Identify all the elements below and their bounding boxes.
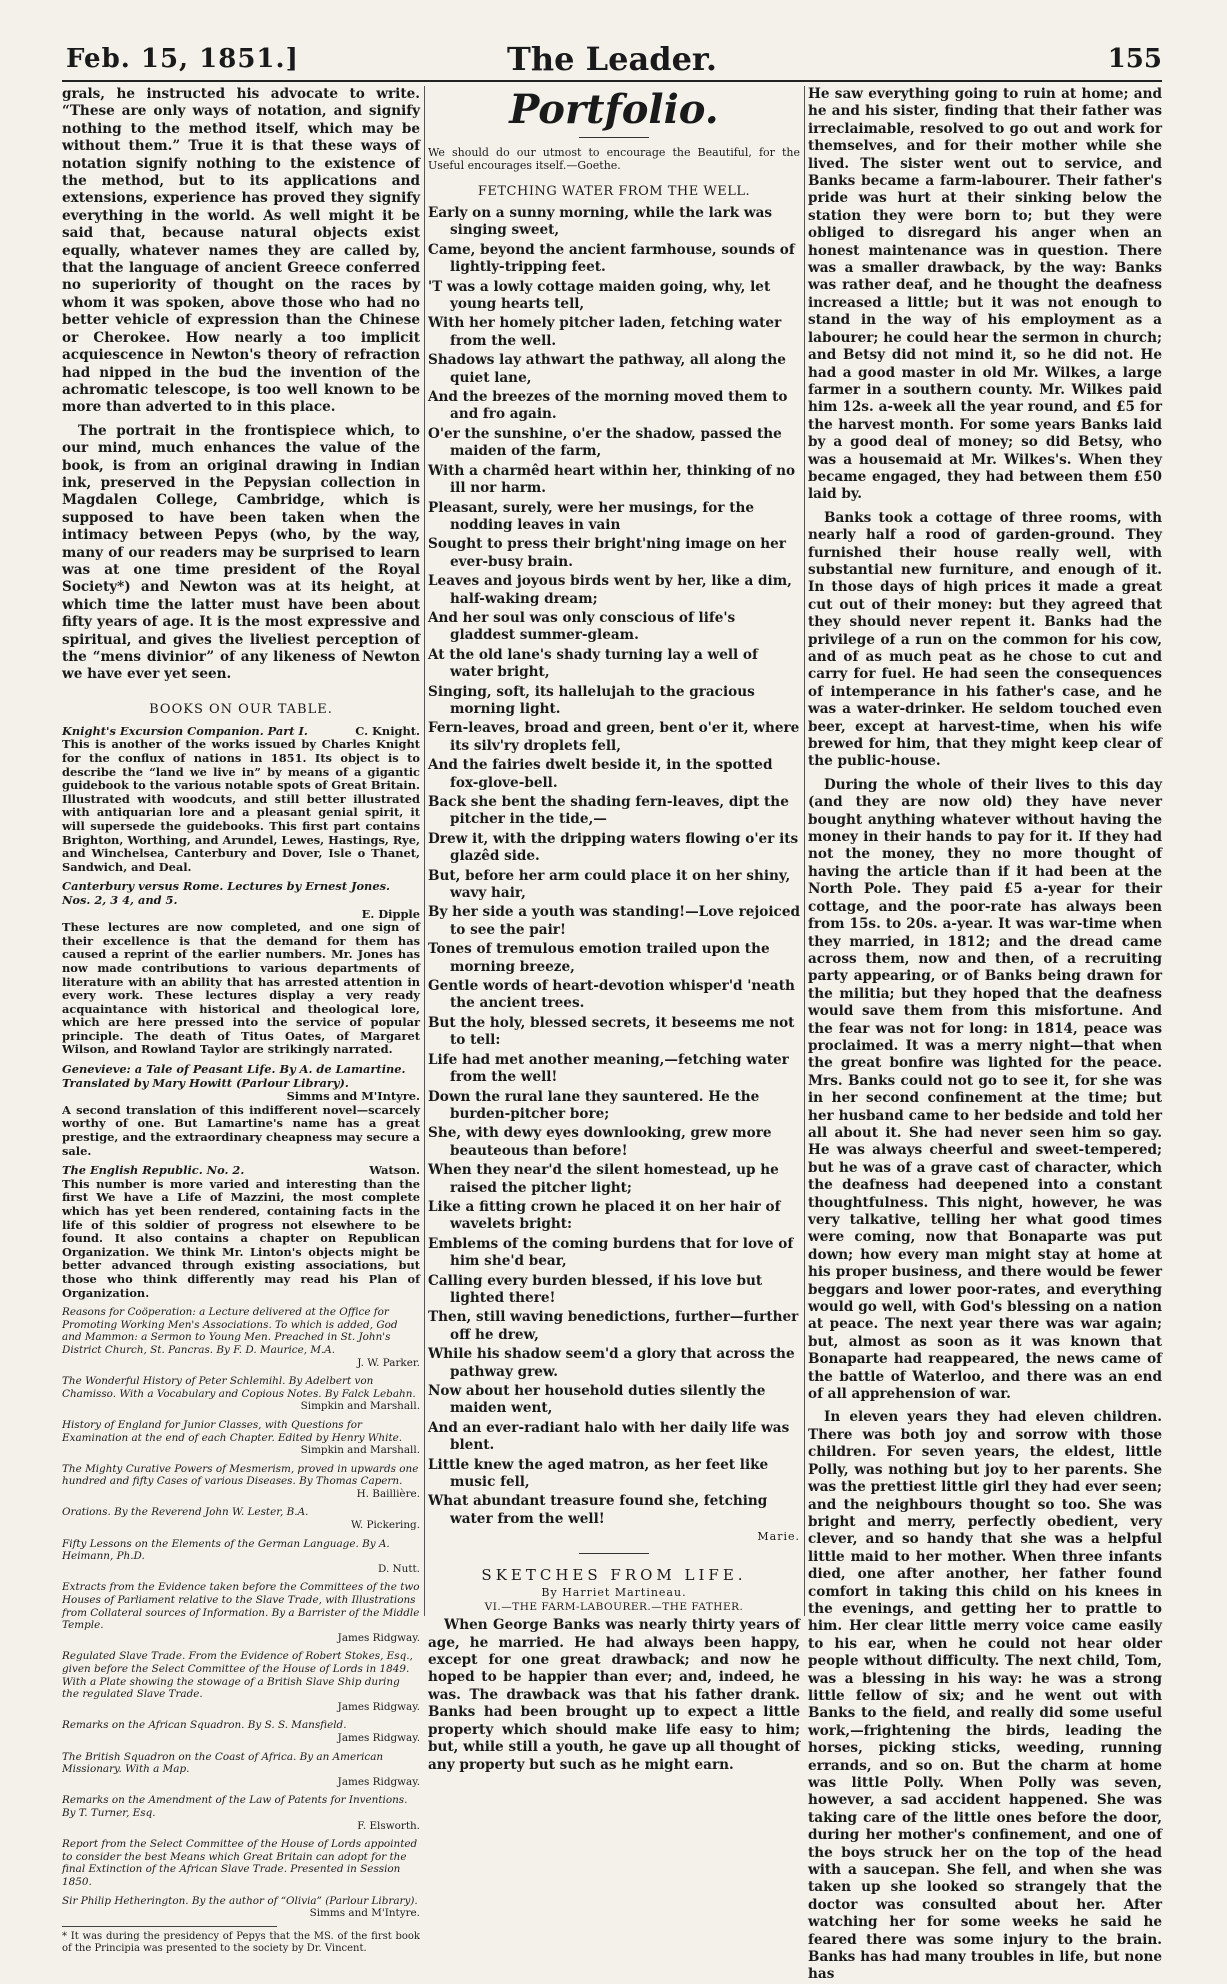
list-item: The Mighty Curative Powers of Mesmerism, proved in upwards one hundred and fifty Cases of various Diseases. By Thomas Capern. H. Baillière. (62, 1462, 420, 1500)
byline: By Harriet Martineau. (541, 1586, 687, 1600)
poem-line: Life had met another meaning,—fetching water from the well! (428, 1051, 789, 1086)
poem-line: Then, still waving benedictions, further—further off he drew, (428, 1309, 799, 1343)
poem-line: And the fairies dwelt beside it, in the spotted fox-glove-bell. (428, 757, 773, 791)
list-item: The British Squadron on the Coast of Africa. By an American Missionary. With a Map. James Ridgway. (62, 1750, 420, 1788)
poem-line: 'T was a lowly cottage maiden going, why, let young hearts tell, (428, 278, 771, 313)
poem-line: Tones of tremulous emotion trailed upon the morning breeze, (428, 941, 770, 975)
review-text: These lectures are now completed, and one sign of their excellence is that the demand for them has caused a reprint of the earlier numbers. Mr. Jones has now made contributions to various departments of literature with an ability that has arrested attention in every work. These lectures display a very ready acquaintance with historical and theological lore, which are here pressed into the service of popular principle. The death of Titus Oates, of Margaret Wilson, and Rowland Taylor are strikingly narrated. (62, 920, 420, 1057)
page-number: 155 (1107, 44, 1162, 74)
section-title: Portfolio. (509, 86, 719, 133)
books-heading: BOOKS ON OUR TABLE. (149, 701, 333, 717)
poem-line: At the old lane's shady turning lay a well of water bright, (428, 646, 758, 681)
poem-line: What abundant treasure found she, fetching water from the well! (428, 1493, 768, 1527)
book-review (62, 1063, 420, 1158)
list-item: Regulated Slave Trade. From the Evidence of Robert Stokes, Esq., given before the Select Committee of the House of Lords in 1849. With a Plate showing the stowage of a British Slave Ship during the regulated Slave Trade. James Ridgway. (62, 1650, 420, 1713)
book-publisher: Simms and M'Intyre. (286, 1089, 420, 1104)
column-left (62, 86, 420, 1954)
poem-signature: Marie. (757, 1530, 800, 1544)
book-title: Genevieve: a Tale of Peasant Life. By A. de Lamartine. Translated by Mary Howitt (Parlour Library). (62, 1062, 406, 1090)
poem-line: Back she bent the shading fern-leaves, dipt the pitcher in the tide,— (428, 794, 789, 828)
poem-line: Now about her household duties silently the maiden went, (428, 1383, 766, 1417)
masthead: The Leader. (507, 40, 717, 78)
column-middle (428, 86, 800, 1773)
title-rule (579, 137, 649, 138)
list-item: History of England for Junior Classes, with Questions for Examination at the end of each Chapter. Edited by Henry White. Simpkin and Marshall. (62, 1418, 420, 1457)
poem-line: Singing, soft, its hallelujah to the gracious morning light. (428, 683, 755, 717)
issue-date: Feb. 15, 1851.] (66, 44, 299, 74)
poem-line: With a charmêd heart within her, thinking of no ill nor harm. (428, 462, 796, 497)
poem-line: Fern-leaves, broad and green, bent o'er it, where its silv'ry droplets fell, (428, 720, 800, 754)
poem-line: O'er the sunshine, o'er the shadow, passed the maiden of the farm, (428, 425, 782, 460)
poem-line: And the breezes of the morning moved them to and fro again. (428, 389, 788, 423)
list-item: Report from the Select Committee of the House of Lords appointed to consider the best Means which Great Britain can adopt for the final Extinction of the African Slave Trade. Presented in Session 1850. (62, 1838, 418, 1888)
list-item: Sir Philip Hetherington. By the author of “Olivia” (Parlour Library). Simms and M'Intyre. (62, 1894, 420, 1920)
poem-line: Came, beyond the ancient farmhouse, sounds of lightly-tripping feet. (428, 241, 795, 276)
list-item: Reasons for Coöperation: a Lecture delivered at the Office for Promoting Working Men's Associations. To which is added, God and Mammon: a Sermon to Young Men. Preached in St. John's District Church, St. Pancras. By F. D. Maurice, M.A. J. W. Parker. (62, 1306, 420, 1369)
chapter-heading: VI.—THE FARM-LABOURER.—THE FATHER. (484, 1601, 744, 1614)
poem-line: Leaves and joyous birds went by her, like a dim, half-waking dream; (428, 573, 792, 607)
book-review (62, 725, 420, 875)
separator-rule (579, 1553, 649, 1554)
poem-line: Down the rural lane they sauntered. He the burden-pitcher bore; (428, 1088, 760, 1122)
book-title: The English Republic. No. 2. (62, 1163, 245, 1178)
poem-line: Drew it, with the dripping waters flowing o'er its glazêd side. (428, 830, 799, 865)
poem-line: But, before her arm could place it on her shiny, wavy hair, (428, 867, 791, 902)
list-item: Extracts from the Evidence taken before the Committees of the two Houses of Parliament relative to the Slave Trade, with Illustrations from Collateral sources of Information. By a Barrister of the Middle Temple. James Ridgway. (62, 1581, 420, 1644)
footnote: * It was during the presidency of Pepys that the MS. of the first book of the Principia was presented to the society by Dr. Vincent. (62, 1930, 420, 1954)
column-divider (804, 86, 805, 1616)
book-review (62, 880, 420, 1057)
review-text: A second translation of this indifferent novel—scarcely worthy of one. But Lamartine's name has a great prestige, and the extraordinary cheapness may secure a sale. (62, 1102, 420, 1158)
poem-line: Pleasant, surely, were her musings, for the nodding leaves in vain (428, 499, 755, 533)
poem (428, 205, 800, 1528)
review-text: This number is more varied and interesting than the first We have a Life of Mazzini, the most complete which has yet been rendered, containing facts in the life of this soldier of progress not elsewhere to be found. It also contains a chapter on Republican Organization. We think Mr. Linton's objects might be better advanced through existing associations, but those who think differently may read his Plan of Organization. (62, 1176, 420, 1300)
poem-line: And her soul was only conscious of life's gladdest summer-gleam. (428, 609, 736, 644)
article-paragraph: During the whole of their lives to this day (and they are now old) they have never bought anything whatever without having the money in their hands to pay for it. If they had not the money, they no more thought of having the article than if it had been at the North Pole. They paid £5 a-year for their cottage, and the poor-rate has always been from 15s. to 20s. a-year. It was war-time when they married, in 1812; and the dread came across them, now and then, of a recruiting party appearing, or of Banks being drawn for the militia; but they hoped that the deafness would save them from this misfortune. And the fear was not for long: in 1814, peace was proclaimed. It was a merry night—that when the great bonfire was lighted for the peace. Mrs. Banks could not go to see it, for she was in her second confinement at the time; but her husband came to her bedside and told her all about it. She had never seen him so gay. He was always cheerful and sweet-tempered; but he was of a grave cast of character, which the deafness had deepened into a constant thoughtfulness. This night, however, he was very talkative, telling her what good times were coming, now that Bonaparte was put down; how every man might stay at home at his proper business, and there would be fewer beggars and lower poor-rates, and everything would go well, with God's blessing on a nation at peace. The next year there was war again; but, almost as soon as it was known that Bonaparte had reappeared, the news came of the battle of Waterloo, and there was an end of all apprehension of war. (808, 776, 1162, 1403)
poem-line: Shadows lay athwart the pathway, all along the quiet lane, (428, 352, 786, 386)
list-item: Remarks on the African Squadron. By S. S. Mansfield. James Ridgway. (62, 1719, 420, 1744)
article-paragraph: The portrait in the frontispiece which, to our mind, much enhances the value of the book, is from an original drawing in Indian ink, preserved in the Pepysian collection in Magdalen College, Cambridge, which is supposed to have been taken when the intimacy between Pepys (who, by the way, many of our readers may be surprised to learn was at one time president of the Royal Society*) and Newton was at its height, at which time the latter must have been about fifty years of age. It is the most expressive and spiritual, and gives the liveliest perception of the “mens divinior” of any likeness of Newton we have ever yet seen. (62, 422, 420, 683)
book-publisher: Watson. (369, 1163, 420, 1178)
article-paragraph: In eleven years they had eleven children. There was both joy and sorrow with those children. For seven years, the eldest, little Polly, was nothing but joy to her parents. She was the prettiest little girl they had ever seen; and the neighbours thought so too. She was bright and merry, perfectly obedient, very clever, and so handy that she was a helpful little maid to her mother. When three infants died, one after another, her father found comfort in taking this child on his knees in the evenings, and getting her to prattle to him. Her clear little merry voice came easily to his ear, when he could not hear older people without difficulty. The next child, Tom, was a blessing in his way: he was a strong little fellow of six; and he went out with Banks to the field, and really did some useful work,—frightening the birds, leading the horses, picking sticks, weeding, running errands, and so on. But the charm at home was little Polly. When Polly was seven, however, a sad accident happened. She was taking care of the little ones before the door, during her mother's confinement, and one of the boys struck her on the top of the head with a saucepan. She fell, and when she was taken up she looked so strangely that the doctor was consulted about her. After watching her for some weeks he said he feared there was some injury to the brain. Banks has had many troubles in life, but none has (808, 1409, 1162, 1983)
section-motto: We should do our utmost to encourage the Beautiful, for the Useful encourages itself.—Goethe. (428, 146, 800, 172)
poem-line: Early on a sunny morning, while the lark was singing sweet, (428, 205, 773, 239)
series-title: SKETCHES FROM LIFE. (481, 1566, 747, 1585)
article-paragraph: Banks took a cottage of three rooms, with nearly half a rood of garden-ground. They furnished their house really well, with substantial new furniture, and enough of it. In those days of high prices it made a great cut out of their money: but they agreed that they should never repent it. Banks had the privilege of a run on the common for his cow, and of as much peat as he chose to cut and carry for fuel. He had seen the consequences of intemperance in his father's case, and he was a water-drinker. He seldom touched even beer, except at harvest-time, when his wife brewed for him, that they might keep clear of the public-house. (808, 509, 1162, 770)
list-item: Remarks on the Amendment of the Law of Patents for Inventions. By T. Turner, Esq. F. Elsworth. (62, 1794, 420, 1832)
poem-line: She, with dewy eyes downlooking, grew more beauteous than before! (428, 1125, 772, 1159)
article-paragraph: He saw everything going to ruin at home; and he and his sister, finding that their father was irreclaimable, resolved to go out and work for themselves, and for their mother while she lived. The sister went out to service, and Banks became a farm-labourer. Their father's pride was hurt at their sinking below the station they were born to; but they were obliged to disregard his anger when an honest maintenance was in question. There was a smaller drawback, by the way: Banks was rather deaf, and he thought the deafness increased a little; but it was not enough to stand in the way of his employment as a labourer; he could hear the sermon in church; and Betsy did not mind it, so he did not. He had a good master in old Mr. Wilkes, a large farmer in a southern county. Mr. Wilkes paid him 12s. a-week all the year round, and £5 for the harvest month. For some years Banks laid by a good deal of money; so did Betsy, who was a housemaid at Mr. Wilkes's. When they became engaged, they had between them £50 laid by. (808, 86, 1162, 503)
book-publisher: E. Dipple (361, 906, 420, 921)
header-rule (62, 80, 1162, 82)
page-header (62, 38, 1162, 78)
poem-line: Little knew the aged matron, as her feet like music fell, (428, 1456, 769, 1491)
poem-line: When they near'd the silent homestead, up he raised the pitcher light; (428, 1162, 779, 1196)
column-divider (424, 86, 425, 1616)
book-review (62, 1164, 420, 1300)
list-item: Fifty Lessons on the Elements of the German Language. By A. Heimann, Ph.D. D. Nutt. (62, 1537, 420, 1575)
books-received-list (62, 1306, 420, 1920)
article-paragraph: When George Banks was nearly thirty years of age, he married. He had always been happy, except for one great drawback; and now he hoped to be happier than ever; and, indeed, he was. The drawback was that his father drank. Banks had been brought up to expect a little property which should make life easy to him; but, while still a youth, he gave up all thought of any property but such as he might earn. (428, 1617, 800, 1773)
poem-line: Sought to press their bright'ning image on her ever-busy brain. (428, 536, 786, 570)
poem-line: While his shadow seem'd a glory that across the pathway grew. (428, 1346, 795, 1380)
poem-line: Like a fitting crown he placed it on her hair of wavelets bright: (428, 1198, 781, 1233)
book-publisher: C. Knight. (355, 723, 420, 738)
poem-line: But the holy, blessed secrets, it beseems me not to tell: (428, 1014, 795, 1049)
list-item: The Wonderful History of Peter Schlemihl. By Adelbert von Chamisso. With a Vocabulary and Copious Notes. By Falck Lebahn. Simpkin and Marshall. (62, 1375, 420, 1413)
column-right (808, 86, 1162, 1983)
article-paragraph: grals, he instructed his advocate to write. “These are only ways of notation, and signify nothing to the method itself, which may be without them.” True it is that these ways of notation signify nothing to the existence of the method, but to its applications and extensions, experience has proved they signify everything in the world. As well might it be said that, because natural objects exist equally, whatever names they are called by, that the language of ancient Greece conferred no superiority of thought on the races by whom it was spoken, above those who had no better vehicle of expression than the Chinese or Cherokee. How nearly a too implicit acquiescence in Newton's theory of refraction had nipped in the bud the invention of the achromatic telescope, is too well known to be more than adverted to in this place. (62, 86, 420, 416)
poem-line: Gentle words of heart-devotion whisper'd 'neath the ancient trees. (428, 978, 795, 1012)
poem-line: With her homely pitcher laden, fetching water from the well. (428, 315, 782, 349)
poem-line: Emblems of the coming burdens that for love of him she'd bear, (428, 1235, 794, 1270)
poem-line: And an ever-radiant halo with her daily life was blent. (428, 1419, 790, 1454)
poem-line: By her side a youth was standing!—Love rejoiced to see the pair! (428, 904, 800, 938)
review-text: This is another of the works issued by Charles Knight for the conflux of nations in 1851. Its object is to describe the “land we live in” by means of a gigantic guidebook to the various notable spots of Great Britain. Illustrated with woodcuts, and still better illustrated with antiquarian lore and a pleasant genial spirit, it will supersede the guidebooks. This first part contains Brighton, Worthing, and Arundel, Lewes, Hastings, Rye, and Winchelsea, Canterbury and Dover, Isle o Thanet, Sandwich, and Deal. (62, 737, 420, 874)
poem-title: FETCHING WATER FROM THE WELL. (477, 184, 751, 199)
book-title: Knight's Excursion Companion. Part I. (62, 723, 308, 738)
list-item: Orations. By the Reverend John W. Lester, B.A. W. Pickering. (62, 1506, 420, 1532)
book-title: Canterbury versus Rome. Lectures by Ernest Jones. Nos. 2, 3 4, and 5. (62, 879, 390, 907)
poem-line: Calling every burden blessed, if his love but lighted there! (428, 1272, 763, 1306)
